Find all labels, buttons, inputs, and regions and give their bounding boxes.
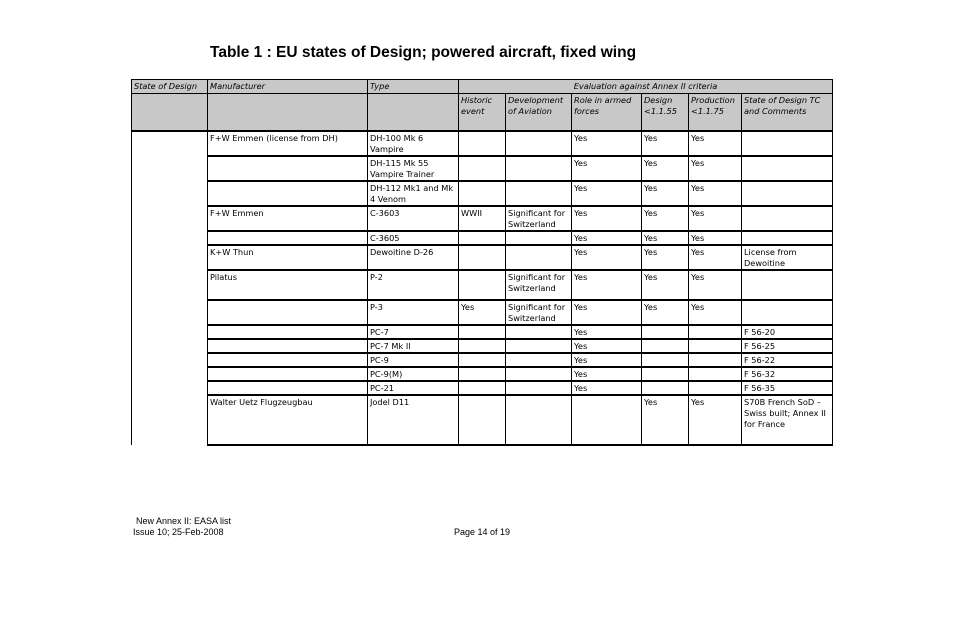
cell-state — [132, 353, 208, 367]
header-blank-type — [368, 94, 459, 132]
table-row — [132, 300, 833, 325]
cell-state — [132, 156, 208, 181]
cell-design — [642, 381, 689, 395]
cell-historic — [459, 181, 506, 206]
header-manufacturer: Manufacturer — [208, 80, 368, 94]
cell-development — [506, 245, 572, 270]
header-production: Production <1.1.75 — [689, 94, 742, 132]
cell-comments — [742, 181, 833, 206]
table-row — [132, 206, 833, 231]
cell-state — [132, 300, 208, 325]
cell-manufacturer: F+W Emmen (license from DH) — [208, 131, 368, 156]
cell-design: Yes — [642, 181, 689, 206]
cell-role: Yes — [572, 131, 642, 156]
cell-role: Yes — [572, 231, 642, 245]
cell-manufacturer: K+W Thun — [208, 245, 368, 270]
cell-development — [506, 231, 572, 245]
cell-design — [642, 339, 689, 353]
cell-development — [506, 325, 572, 339]
cell-role: Yes — [572, 300, 642, 325]
header-blank-manufacturer — [208, 94, 368, 132]
header-historic: Historic event — [459, 94, 506, 132]
header-evaluation: Evaluation against Annex II criteria — [459, 80, 833, 94]
table-row — [132, 231, 833, 245]
cell-state — [132, 367, 208, 381]
cell-historic — [459, 325, 506, 339]
cell-manufacturer — [208, 300, 368, 325]
cell-manufacturer: Walter Uetz Flugzeugbau — [208, 395, 368, 445]
page-title: Table 1 : EU states of Design; powered aircraft, fixed wing — [210, 44, 637, 61]
cell-comments: F 56-22 — [742, 353, 833, 367]
cell-manufacturer — [208, 231, 368, 245]
table-row — [132, 156, 833, 181]
cell-comments — [742, 131, 833, 156]
cell-historic: WWII — [459, 206, 506, 231]
cell-development — [506, 339, 572, 353]
cell-role: Yes — [572, 206, 642, 231]
cell-type: PC-21 — [368, 381, 459, 395]
cell-historic — [459, 353, 506, 367]
cell-development: Significant for Switzerland — [506, 206, 572, 231]
cell-design: Yes — [642, 206, 689, 231]
table-row — [132, 395, 833, 445]
cell-comments — [742, 206, 833, 231]
header-design: Design <1.1.55 — [642, 94, 689, 132]
cell-type: DH-115 Mk 55 Vampire Trainer — [368, 156, 459, 181]
table-row — [132, 367, 833, 381]
cell-manufacturer — [208, 367, 368, 381]
cell-production: Yes — [689, 156, 742, 181]
cell-design — [642, 367, 689, 381]
cell-design — [642, 325, 689, 339]
cell-type: PC-9 — [368, 353, 459, 367]
cell-design: Yes — [642, 300, 689, 325]
cell-comments: F 56-25 — [742, 339, 833, 353]
cell-state — [132, 245, 208, 270]
table-body — [132, 80, 833, 446]
cell-production — [689, 339, 742, 353]
design-states-table — [131, 79, 833, 446]
cell-role — [572, 395, 642, 445]
cell-type: DH-112 Mk1 and Mk 4 Venom — [368, 181, 459, 206]
cell-historic — [459, 339, 506, 353]
cell-historic: Yes — [459, 300, 506, 325]
cell-historic — [459, 231, 506, 245]
cell-state — [132, 381, 208, 395]
cell-type: C-3605 — [368, 231, 459, 245]
cell-historic — [459, 381, 506, 395]
cell-role: Yes — [572, 181, 642, 206]
cell-comments: S70B French SoD – Swiss built; Annex II for France — [742, 395, 833, 445]
cell-production: Yes — [689, 300, 742, 325]
cell-design: Yes — [642, 395, 689, 445]
cell-development — [506, 156, 572, 181]
cell-development — [506, 131, 572, 156]
table-row — [132, 381, 833, 395]
cell-historic — [459, 156, 506, 181]
cell-development — [506, 181, 572, 206]
table-row — [132, 353, 833, 367]
header-role: Role in armed forces — [572, 94, 642, 132]
cell-type: PC-7 — [368, 325, 459, 339]
cell-production: Yes — [689, 206, 742, 231]
cell-design: Yes — [642, 156, 689, 181]
cell-type: PC-7 Mk II — [368, 339, 459, 353]
cell-state — [132, 339, 208, 353]
cell-type: DH-100 Mk 6 Vampire — [368, 131, 459, 156]
table-row — [132, 325, 833, 339]
cell-comments — [742, 300, 833, 325]
cell-development — [506, 395, 572, 445]
cell-design: Yes — [642, 270, 689, 300]
cell-production: Yes — [689, 245, 742, 270]
cell-type: P-2 — [368, 270, 459, 300]
cell-comments — [742, 231, 833, 245]
cell-type: P-3 — [368, 300, 459, 325]
cell-development: Significant for Switzerland — [506, 300, 572, 325]
cell-development — [506, 367, 572, 381]
cell-production: Yes — [689, 231, 742, 245]
cell-comments: F 56-20 — [742, 325, 833, 339]
cell-production: Yes — [689, 395, 742, 445]
cell-role: Yes — [572, 156, 642, 181]
cell-design — [642, 353, 689, 367]
table-row — [132, 339, 833, 353]
cell-comments: F 56-35 — [742, 381, 833, 395]
table-row — [132, 131, 833, 156]
cell-type: Dewoitine D-26 — [368, 245, 459, 270]
table-row — [132, 245, 833, 270]
cell-development — [506, 381, 572, 395]
cell-historic — [459, 131, 506, 156]
cell-state — [132, 270, 208, 300]
cell-state — [132, 181, 208, 206]
cell-historic — [459, 245, 506, 270]
footer-issue-line: Issue 10; 25-Feb-2008 — [133, 527, 224, 537]
header-state: State of Design — [132, 80, 208, 94]
cell-role: Yes — [572, 353, 642, 367]
header-row-1 — [132, 80, 833, 94]
cell-manufacturer — [208, 339, 368, 353]
cell-manufacturer — [208, 181, 368, 206]
cell-historic — [459, 270, 506, 300]
page-number: Page 14 of 19 — [454, 527, 511, 537]
cell-manufacturer: Pilatus — [208, 270, 368, 300]
table-row — [132, 270, 833, 300]
cell-state — [132, 131, 208, 156]
header-row-2 — [132, 94, 833, 132]
cell-role: Yes — [572, 339, 642, 353]
cell-production — [689, 381, 742, 395]
cell-type: Jodel D11 — [368, 395, 459, 445]
cell-state — [132, 395, 208, 445]
header-type: Type — [368, 80, 459, 94]
cell-production — [689, 325, 742, 339]
cell-manufacturer — [208, 353, 368, 367]
cell-design: Yes — [642, 245, 689, 270]
cell-historic — [459, 367, 506, 381]
cell-comments: F 56-32 — [742, 367, 833, 381]
footer-annex-line: New Annex II: EASA list — [136, 516, 232, 526]
cell-role: Yes — [572, 325, 642, 339]
cell-historic — [459, 395, 506, 445]
cell-manufacturer — [208, 156, 368, 181]
header-comments: State of Design TC and Comments — [742, 94, 833, 132]
cell-state — [132, 231, 208, 245]
footer-left — [133, 516, 231, 538]
cell-production: Yes — [689, 270, 742, 300]
cell-role: Yes — [572, 270, 642, 300]
cell-manufacturer — [208, 325, 368, 339]
cell-type: C-3603 — [368, 206, 459, 231]
cell-development: Significant for Switzerland — [506, 270, 572, 300]
cell-role: Yes — [572, 245, 642, 270]
cell-comments — [742, 156, 833, 181]
header-blank-state — [132, 94, 208, 132]
cell-manufacturer: F+W Emmen — [208, 206, 368, 231]
cell-production: Yes — [689, 131, 742, 156]
header-development: Development of Aviation — [506, 94, 572, 132]
cell-type: PC-9(M) — [368, 367, 459, 381]
cell-production: Yes — [689, 181, 742, 206]
cell-comments: License from Dewoitine — [742, 245, 833, 270]
cell-production — [689, 353, 742, 367]
cell-design: Yes — [642, 231, 689, 245]
cell-development — [506, 353, 572, 367]
cell-manufacturer — [208, 381, 368, 395]
cell-comments — [742, 270, 833, 300]
cell-design: Yes — [642, 131, 689, 156]
cell-state — [132, 325, 208, 339]
cell-state — [132, 206, 208, 231]
cell-role: Yes — [572, 367, 642, 381]
cell-role: Yes — [572, 381, 642, 395]
table-row — [132, 181, 833, 206]
cell-production — [689, 367, 742, 381]
